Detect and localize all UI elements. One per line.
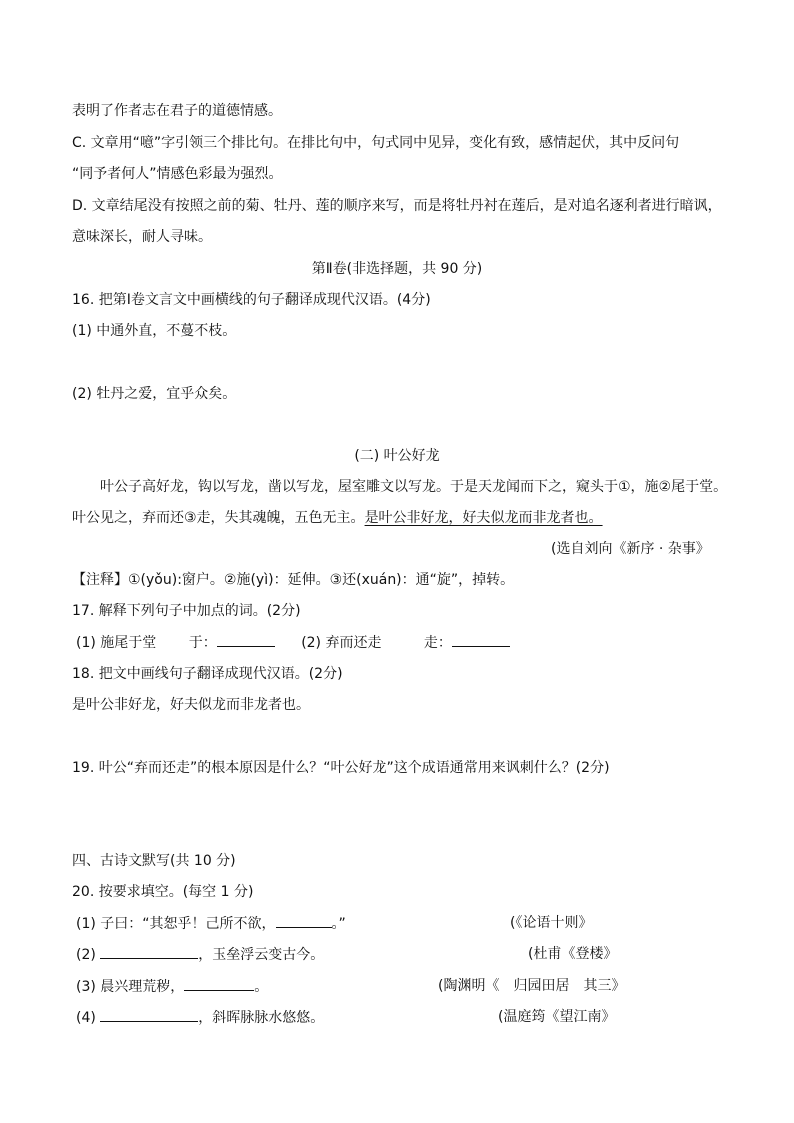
q20-item-3-post: 。	[254, 979, 269, 995]
passage-line-1: 叶公子高好龙，钩以写龙，凿以写龙，屋室雕文以写龙。于是天龙闻而下之，窥头于①，施②尾于堂。	[100, 479, 728, 495]
q18-stem: 18. 把文中画线句子翻译成现代汉语。(2分)	[72, 666, 343, 682]
q20-item-1-pre: (1) 子曰：“其恕乎！己所不欲，	[76, 916, 276, 932]
q16-sentence-2: (2) 牡丹之爱，宜乎众矣。	[72, 386, 237, 402]
option-c-line-2: “同予者何人”情感色彩最为强烈。	[72, 166, 283, 182]
q20-source-1: (《论语十则》	[510, 915, 593, 931]
q17-item-2-word: 走：	[423, 635, 452, 651]
q20-blank-3[interactable]	[184, 976, 254, 991]
section-4-title: 四、古诗文默写(共 10 分)	[72, 853, 236, 869]
option-b-tail: 表明了作者志在君子的道德情感。	[72, 103, 282, 119]
q20-item-4	[76, 1007, 324, 1028]
q20-item-3	[76, 976, 268, 997]
q20-item-3-pre: (3) 晨兴理荒秽，	[76, 979, 185, 995]
q17-item-1-word: 于：	[188, 635, 217, 651]
q17-stem: 17. 解释下列句子中加点的词。(2分)	[72, 603, 301, 619]
q17-item-1: (1) 施尾于堂	[76, 635, 157, 651]
option-c-line-1: C. 文章用“噫”字引领三个排比句。在排比句中，句式同中见异，变化有致，感情起伏，其中反问句	[72, 135, 680, 151]
passage-line-2	[72, 508, 603, 528]
q20-item-1-post: 。”	[331, 916, 346, 932]
q17-items	[76, 632, 510, 653]
q16-stem: 16. 把第Ⅰ卷文言文中画横线的句子翻译成现代汉语。(4分)	[72, 292, 431, 308]
q16-sentence-1: (1) 中通外直，不蔓不枝。	[72, 323, 237, 339]
q17-answer-blank-2[interactable]	[452, 632, 510, 647]
q20-source-4: (温庭筠《望江南》	[498, 1009, 616, 1025]
q20-item-2-pre: (2)	[76, 947, 101, 963]
q19-stem: 19. 叶公“弃而还走”的根本原因是什么？“叶公好龙”这个成语通常用来讽刺什么？(2分)	[72, 760, 610, 776]
q20-blank-4[interactable]	[100, 1007, 198, 1022]
option-d-line-1: D. 文章结尾没有按照之前的菊、牡丹、莲的顺序来写，而是将牡丹衬在莲后，是对追名逐利者进行暗讽，	[72, 198, 722, 214]
q20-item-4-pre: (4)	[76, 1010, 101, 1026]
q20-blank-2[interactable]	[100, 944, 198, 959]
option-d-line-2: 意味深长，耐人寻味。	[72, 229, 212, 245]
passage-underlined-sentence: 是叶公非好龙，好夫似龙而非龙者也。	[364, 510, 603, 526]
q20-blank-1[interactable]	[276, 913, 332, 928]
passage-line-2-plain: 叶公见之，弃而还③走，失其魂魄，五色无主。	[72, 510, 365, 526]
q20-item-1	[76, 913, 346, 934]
q20-stem: 20. 按要求填空。(每空 1 分)	[72, 884, 254, 900]
q20-item-2	[76, 944, 324, 965]
q20-item-2-post: ，玉垒浮云变古今。	[198, 947, 325, 963]
passage-title: (二) 叶公好龙	[354, 448, 440, 464]
q20-source-2: (杜甫《登楼》	[528, 946, 618, 962]
q18-sentence: 是叶公非好龙，好夫似龙而非龙者也。	[72, 697, 310, 713]
q17-item-2: (2) 弃而还走	[301, 635, 382, 651]
q20-item-4-post: ，斜晖脉脉水悠悠。	[198, 1010, 325, 1026]
passage-notes: 【注释】①(yǒu):窗户。②施(yì)：延伸。③还(xuán)：通“旋”，掉转。	[72, 572, 515, 588]
volume-2-title: 第Ⅱ卷(非选择题，共 90 分)	[311, 261, 483, 277]
passage-source: (选自刘向《新序 · 杂事》	[551, 541, 710, 557]
q17-answer-blank-1[interactable]	[217, 632, 275, 647]
q20-source-3: (陶渊明《 归园田居 其三》	[438, 978, 626, 994]
